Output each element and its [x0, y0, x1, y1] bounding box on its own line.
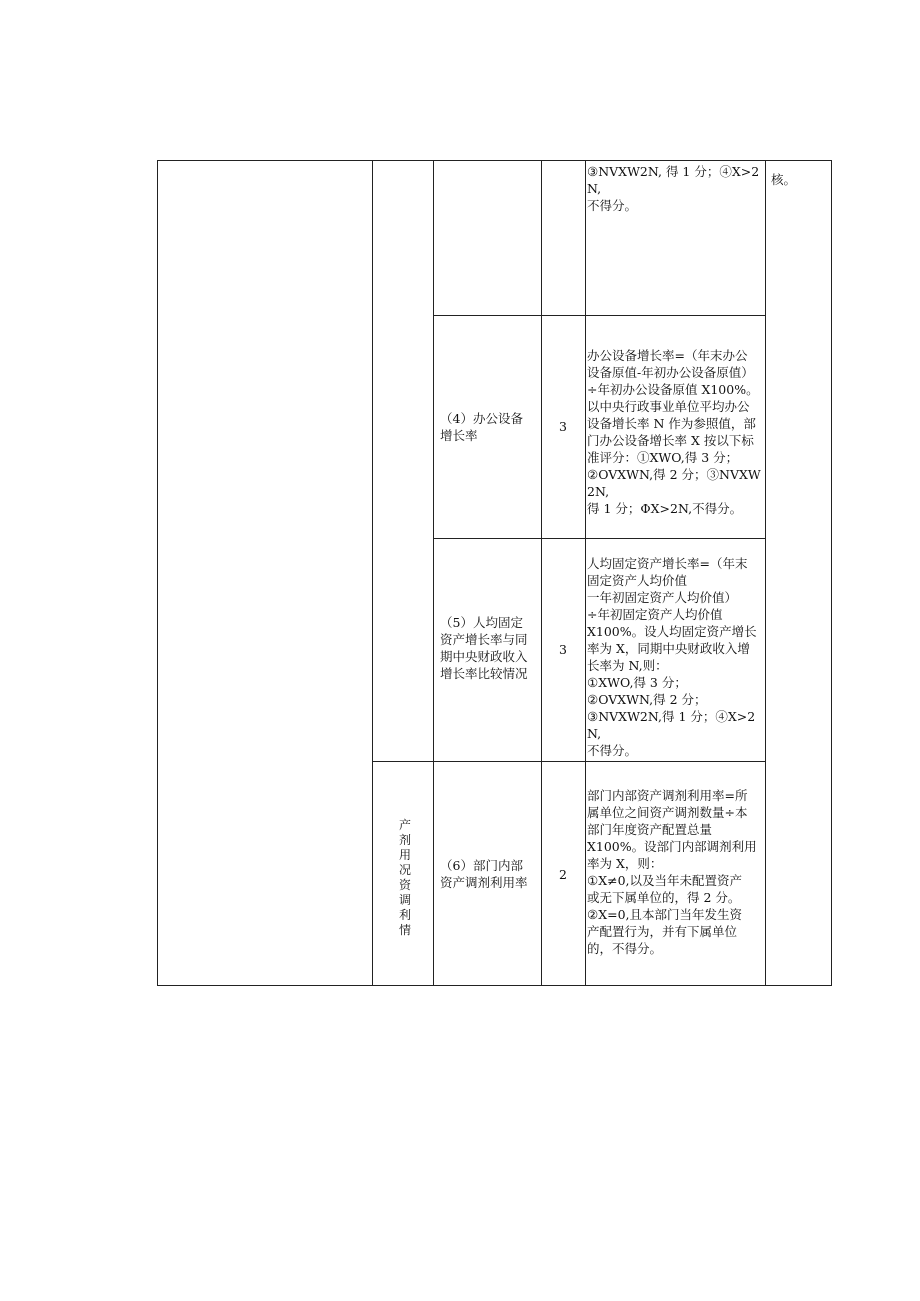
remark-cell: 核。	[771, 172, 797, 187]
table-left-border	[157, 160, 158, 986]
sub-category-label: 产 剂 用 况 资 调 利 情	[398, 818, 411, 937]
row-divider	[433, 315, 765, 316]
row-divider	[433, 538, 765, 539]
score-cell: 3	[559, 419, 567, 434]
indicator-cell: （4）办公设备 增长率	[440, 411, 523, 443]
table-bottom-border	[157, 985, 832, 986]
indicator-cell: （6）部门内部 资产调剂利用率	[440, 858, 528, 890]
column-divider	[372, 160, 373, 986]
column-divider	[585, 160, 586, 986]
table-top-border	[157, 160, 832, 161]
indicator-cell: （5）人均固定 资产增长率与同 期中央财政收入 增长率比较情况	[440, 615, 528, 681]
criteria-cell: ③NVXW2N, 得 1 分；④X>2N, 不得分。	[587, 164, 760, 213]
column-divider	[541, 160, 542, 986]
table-right-border	[831, 160, 832, 986]
column-divider	[765, 160, 766, 986]
criteria-cell: 办公设备增长率=（年末办公 设备原值-年初办公设备原值） ÷年初办公设备原值 X100%。 以中央行政事业单位平均办公 设备增长率 N 作为参照值，部 门办公设备增长率 X 按以下标 准评分：①XWO,得 3 分； ②OVXWN,得 2 分；③NVXW2N, 得 1 分；ΦX>2N,不得分。	[587, 348, 761, 516]
criteria-cell: 部门内部资产调剂利用率=所 属单位之间资产调剂数量÷本 部门年度资产配置总量 X100%。设部门内部调剂利用 率为 X，则： ①X≠0,以及当年未配置资产 或无下属单位的，得 2 分。 ②X=0,且本部门当年发生资 产配置行为，并有下属单位 的，不得分。	[587, 788, 757, 956]
score-cell: 2	[559, 867, 567, 882]
row-divider	[372, 761, 765, 762]
criteria-cell: 人均固定资产增长率=（年末 固定资产人均价值 一年初固定资产人均价值） ÷年初固定资产人均价值 X100%。设人均固定资产增长 率为 X，同期中央财政收入增 长率为 N,则： ①XWO,得 3 分； ②OVXWN,得 2 分； ③NVXW2N,得 1 分；④X>2N, 不得分。	[587, 556, 757, 758]
column-divider	[433, 160, 434, 986]
score-cell: 3	[559, 642, 567, 657]
